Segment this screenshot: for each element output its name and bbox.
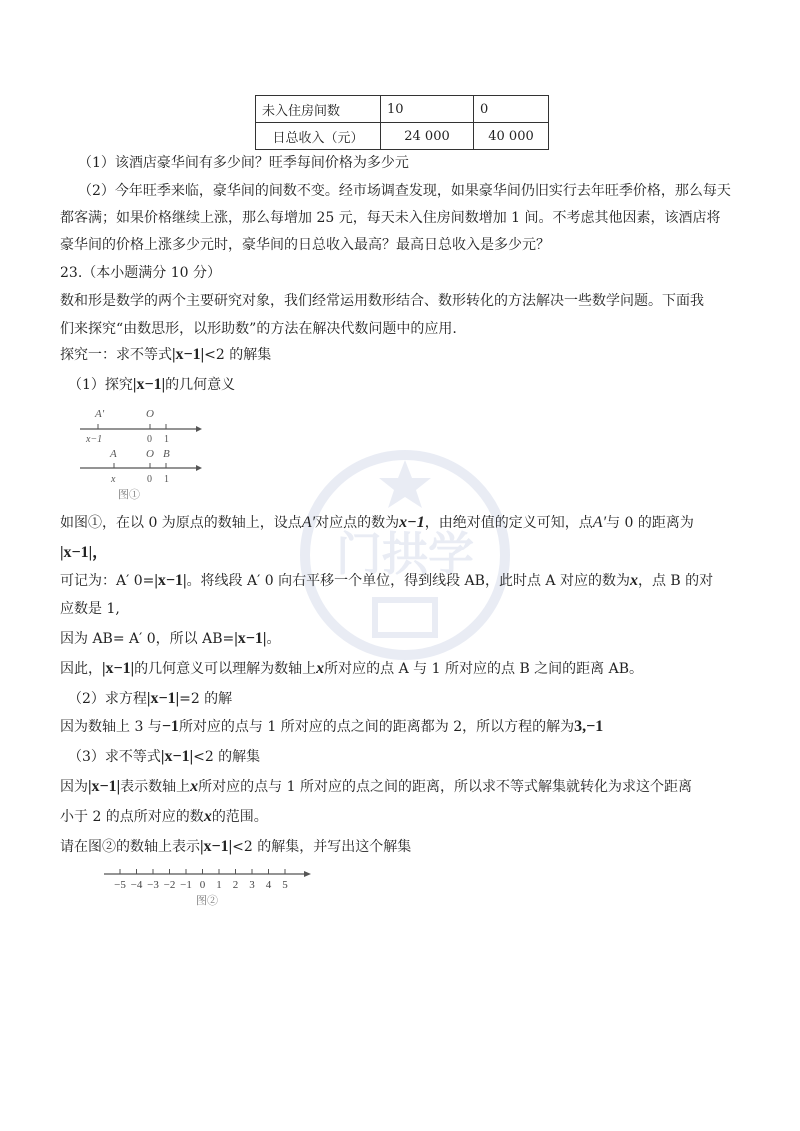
math: A′ xyxy=(592,514,607,531)
text: 因为 xyxy=(60,779,88,795)
text: 。将线段 A′ 0 向右平移一个单位，得到线段 AB，此时点 A 对应的数为 xyxy=(186,573,630,589)
text: 所对应的点与 1 所对应的点之间的距离，所以求不等式解集就转化为求这个距离 xyxy=(198,779,692,795)
para-1-tail: |x−1|， xyxy=(60,544,109,561)
text: 如图①，在以 0 为原点的数轴上，设点 xyxy=(60,515,302,531)
table-row xyxy=(256,96,549,123)
label-a: A xyxy=(110,448,117,460)
math: |x−1| xyxy=(200,838,233,855)
step-1-heading xyxy=(68,374,235,394)
para-2-tail: 应数是 1, xyxy=(60,601,120,617)
text: 请在图②的数轴上表示 xyxy=(60,839,200,855)
math: −1 xyxy=(161,718,179,735)
table-cell: 日总收入（元） xyxy=(256,123,381,150)
explore-1-prefix: 探究一：求不等式 xyxy=(60,347,172,363)
math: x xyxy=(203,808,212,825)
watermark-text: 门拱学 xyxy=(336,529,474,580)
question-2-line-2: 都客满；如果价格继续上涨，那么每增加 25 元，每天未入住房间数增加 1 间。不考虑其他因素，该酒店将 xyxy=(60,210,721,226)
tick-label: −2 xyxy=(163,879,176,891)
tick-1: 1 xyxy=(164,474,169,485)
tick-0: 0 xyxy=(147,434,152,445)
tick-label: 1 xyxy=(216,879,222,891)
math: x xyxy=(316,660,325,677)
watermark-logo xyxy=(290,440,520,670)
table-cell: 40 000 xyxy=(474,123,549,150)
para-1 xyxy=(60,512,694,532)
figure-2-caption: 图② xyxy=(196,895,218,907)
tick-x: x xyxy=(111,474,116,485)
text: 与 0 的距离为 xyxy=(606,515,694,531)
table-row xyxy=(256,123,549,150)
para-7 xyxy=(60,836,411,856)
math: x xyxy=(190,778,199,795)
step-3-prefix: （3）求不等式 xyxy=(68,749,161,765)
table-cell: 10 xyxy=(381,96,474,123)
math: 3,−1 xyxy=(574,718,604,735)
text: 的几何意义可以理解为数轴上 xyxy=(134,661,317,677)
figure-1-caption: 图① xyxy=(118,489,140,501)
para-6-tail xyxy=(60,806,268,826)
math: |x−1| xyxy=(234,630,267,647)
text: 因为数轴上 3 与 xyxy=(60,719,162,735)
text: 可记为：A′ 0= xyxy=(60,573,155,589)
text: 因此， xyxy=(60,661,102,677)
step-2-prefix: （2）求方程 xyxy=(68,691,147,707)
income-table xyxy=(255,95,549,150)
step-3-suffix: <2 的解集 xyxy=(193,749,261,765)
step-1-suffix: 的几何意义 xyxy=(165,377,236,393)
math: |x−1| xyxy=(88,778,121,795)
table-cell: 未入住房间数 xyxy=(256,96,381,123)
math: A′ xyxy=(301,514,316,531)
question-1: （1）该酒店豪华间有多少间？旺季每间价格为多少元 xyxy=(78,155,409,171)
text: 的范围。 xyxy=(211,809,268,825)
math: x−1 xyxy=(399,514,425,531)
tick-1: 1 xyxy=(164,434,169,445)
tick-label: 4 xyxy=(265,879,272,891)
tick-0: 0 xyxy=(147,474,152,485)
label-o: O xyxy=(146,448,154,460)
para-6 xyxy=(60,776,692,796)
step-1-prefix: （1）探究 xyxy=(68,377,133,393)
text: 因为 AB= A′ 0，所以 AB= xyxy=(60,631,235,647)
figure-1-number-lines xyxy=(78,402,208,502)
math: |x−1| xyxy=(154,572,187,589)
text: 所对应的点 A 与 1 所对应的点 B 之间的距离 AB。 xyxy=(324,661,644,677)
math: |x−1| xyxy=(102,660,135,677)
intro-line-2: 们来探究“由数思形，以形助数”的方法在解决代数问题中的应用. xyxy=(60,321,457,337)
text: <2 的解集，并写出这个解集 xyxy=(232,839,412,855)
tick-label: 2 xyxy=(232,879,239,891)
step-2-suffix: =2 的解 xyxy=(179,691,233,707)
tick-label: −1 xyxy=(180,879,192,891)
figure-2-number-line xyxy=(100,864,320,908)
question-23-heading: 23.（本小题满分 10 分） xyxy=(60,265,221,281)
para-5 xyxy=(60,716,603,736)
tick-label: 5 xyxy=(282,879,288,891)
explore-1-suffix: <2 的解集 xyxy=(204,347,272,363)
para-3 xyxy=(60,628,280,648)
step-3-heading xyxy=(68,746,260,766)
tick-label: −4 xyxy=(130,879,143,891)
tick-label: −5 xyxy=(114,879,126,891)
tick-x-minus-1: x−1 xyxy=(86,434,103,445)
step-2-heading xyxy=(68,688,232,708)
text: ，点 B 的对 xyxy=(637,573,714,589)
table-cell: 0 xyxy=(474,96,549,123)
tick-label: 0 xyxy=(199,879,206,891)
label-b: B xyxy=(163,448,170,460)
math: x xyxy=(629,572,638,589)
text: 表示数轴上 xyxy=(120,779,191,795)
figure-2-ticks xyxy=(114,869,288,891)
abs-expression: |x−1| xyxy=(160,748,194,765)
tick-label: 3 xyxy=(249,879,255,891)
para-2 xyxy=(60,570,713,590)
text: 所对应的点与 1 所对应的点之间的距离都为 2，所以方程的解为 xyxy=(178,719,575,735)
table-cell: 24 000 xyxy=(381,123,474,150)
abs-expression: |x−1| xyxy=(172,346,205,363)
tick-label: −3 xyxy=(147,879,159,891)
text: 小于 2 的点所对应的数 xyxy=(60,809,204,825)
para-4 xyxy=(60,658,643,678)
abs-expression: |x−1| xyxy=(132,376,166,393)
text: 对应点的数为 xyxy=(315,515,400,531)
question-2-line-3: 豪华间的价格上涨多少元时，豪华间的日总收入最高？最高日总收入是多少元？ xyxy=(60,237,550,253)
intro-line-1: 数和形是数学的两个主要研究对象，我们经常运用数形结合、数形转化的方法解决一些数学问题。下面我 xyxy=(60,293,704,309)
text: ，由绝对值的定义可知，点 xyxy=(424,515,593,531)
abs-expression: |x−1| xyxy=(146,690,180,707)
question-2-line-1: （2）今年旺季来临，豪华间的间数不变。经市场调查发现，如果豪华间仍旧实行去年旺季价格，那么每天 xyxy=(78,183,731,199)
label-a-prime: A′ xyxy=(95,408,105,420)
explore-1-heading xyxy=(60,344,271,364)
label-o: O xyxy=(146,408,154,420)
text: 。 xyxy=(266,631,281,647)
